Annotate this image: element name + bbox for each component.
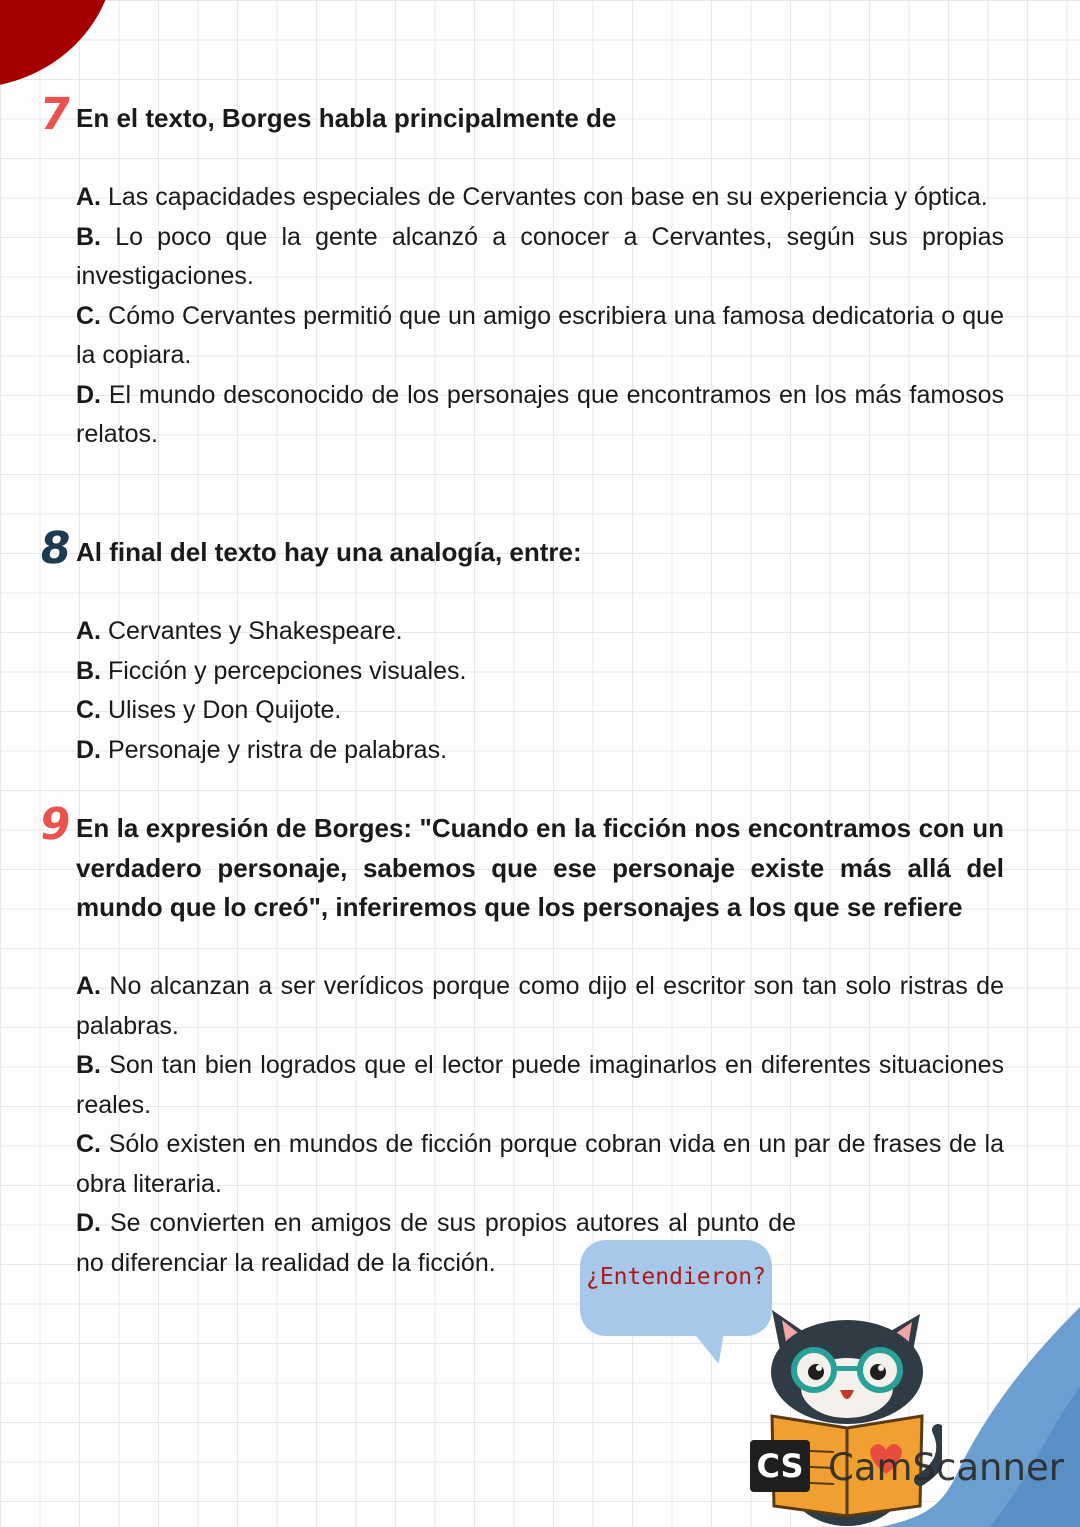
option-a xyxy=(76,178,1004,218)
option-letter: D. xyxy=(76,1209,101,1237)
option-letter: B. xyxy=(76,1051,101,1079)
option-text: Las capacidades especiales de Cervantes con base en su experiencia y óptica. xyxy=(107,183,988,211)
options-list xyxy=(76,967,1004,1283)
option-c xyxy=(76,1125,1004,1204)
option-text: Se convierten en amigos de sus propios autores al punto de no diferenciar la realidad de la ficción. xyxy=(76,1209,796,1277)
speech-bubble xyxy=(580,1240,772,1336)
question-9 xyxy=(36,799,1004,1283)
option-letter: D. xyxy=(76,380,101,409)
question-number: 9 xyxy=(36,799,75,850)
option-text: Sólo existen en mundos de ficción porque cobran vida en un par de frases de la obra literaria. xyxy=(76,1130,1004,1198)
option-letter: A. xyxy=(76,972,101,1000)
option-letter: A. xyxy=(76,183,101,211)
option-letter: A. xyxy=(76,617,101,645)
option-b xyxy=(76,1046,1004,1125)
camscanner-watermark: CamScanner xyxy=(828,1446,1064,1489)
options-list xyxy=(76,612,1004,770)
option-a xyxy=(76,967,1004,1046)
option-letter: B. xyxy=(76,222,101,251)
option-d xyxy=(76,376,1004,455)
option-text: Personaje y ristra de palabras. xyxy=(107,735,448,764)
option-a xyxy=(76,612,1004,652)
option-text: El mundo desconocido de los personajes que encontramos en los más famosos relatos. xyxy=(76,380,1005,448)
option-letter: B. xyxy=(76,656,101,685)
option-text: Son tan bien logrados que el lector puede imaginarlos en diferentes situaciones reales. xyxy=(76,1051,1004,1119)
option-b xyxy=(76,218,1004,297)
option-letter: C. xyxy=(76,301,101,330)
option-text: No alcanzan a ser verídicos porque como dijo el escritor son tan solo ristras de palabras. xyxy=(76,972,1004,1040)
question-title: En el texto, Borges habla principalmente de xyxy=(76,103,617,133)
question-8 xyxy=(36,523,1004,770)
option-b xyxy=(76,652,1004,692)
option-text: Ulises y Don Quijote. xyxy=(107,696,342,724)
option-letter: C. xyxy=(76,696,101,724)
option-d xyxy=(76,731,1004,771)
speech-bubble-text: ¿Entendieron? xyxy=(585,1264,766,1290)
option-text: Cervantes y Shakespeare. xyxy=(107,617,403,645)
question-number: 7 xyxy=(36,89,75,140)
option-c xyxy=(76,691,1004,731)
corner-decoration xyxy=(0,0,132,92)
camscanner-logo: CS xyxy=(750,1440,810,1492)
question-7 xyxy=(36,89,1005,455)
question-title: Al final del texto hay una analogía, entre: xyxy=(76,537,582,567)
option-text: Cómo Cervantes permitió que un amigo escribiera una famosa dedicatoria o que la copiara. xyxy=(76,301,1004,369)
option-c xyxy=(76,297,1004,376)
question-title: En la expresión de Borges: "Cuando en la ficción nos encontramos con un verdadero personaje, sabemos que ese personaje existe más allá del mundo que lo creó", inferiremos que los personajes a los que se refiere xyxy=(76,813,1004,922)
options-list xyxy=(76,178,1004,455)
cat-reading-icon xyxy=(752,1310,942,1527)
question-number: 8 xyxy=(36,523,75,574)
option-text: Ficción y percepciones visuales. xyxy=(107,656,467,685)
option-text: Lo poco que la gente alcanzó a conocer a Cervantes, según sus propias investigaciones. xyxy=(76,222,1004,290)
option-letter: C. xyxy=(76,1130,101,1158)
option-letter: D. xyxy=(76,735,101,764)
